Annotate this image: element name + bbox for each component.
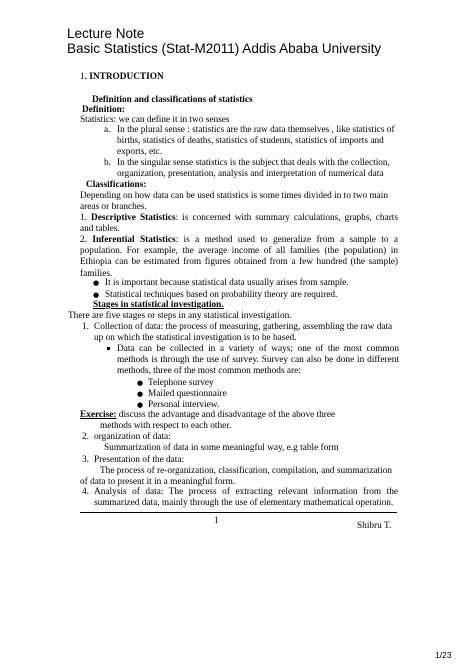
bullet-icon: ● bbox=[93, 279, 100, 287]
classification-bullet-2: Statistical techniques based on probability theory are required. bbox=[105, 290, 338, 300]
method-item: Mailed questionnaire bbox=[148, 389, 227, 399]
stage-4-number: 4. bbox=[82, 487, 89, 497]
stage-2-number: 2. bbox=[82, 432, 89, 442]
definition-intro: Statistics: we can define it in two senses bbox=[80, 115, 230, 125]
stage-1-subtext: Data can be collected in a variety of ways; one of the most common methods is through the use of survey. Survey can also be done in different methods, three of the most common methods are: bbox=[117, 344, 399, 377]
bullet-icon: ● bbox=[137, 401, 144, 409]
inferential-statistics-text: : is a method used to generalize from a sample to a population. For example, the average income of all families (the population) in Ethiopia can be estimated from figures obtained from a few hundred (the sample) families. bbox=[80, 235, 399, 279]
descriptive-statistics-text: : is concerned with summary calculations, graphs, charts and tables. bbox=[80, 213, 398, 235]
item-number: 1. bbox=[80, 213, 92, 223]
stage-2-subtext: Summarization of data in some meaningful way, e.g table form bbox=[104, 443, 339, 453]
stages-intro: There are five stages or steps in any statistical investigation. bbox=[68, 311, 292, 321]
definition-b-marker: b. bbox=[104, 158, 111, 168]
square-bullet-icon bbox=[107, 347, 110, 350]
classifications-intro: Depending on how data can be used statistics is some times divided in to two main areas or branches. bbox=[80, 191, 389, 213]
stage-1-text: Collection of data: the process of measuring, gathering, assembling the raw data up on which the statistical investigation is to be based. bbox=[94, 322, 393, 344]
subheading: Definition and classifications of statistics bbox=[92, 95, 253, 105]
page-counter: 1/23 bbox=[435, 650, 452, 660]
exercise-text-continued: methods with respect to each other. bbox=[100, 421, 232, 431]
classification-item-inferential bbox=[80, 235, 398, 280]
stages-heading: Stages in statistical investigation. bbox=[93, 300, 224, 310]
bullet-icon: ● bbox=[93, 291, 100, 299]
classifications-label: Classifications: bbox=[86, 180, 147, 190]
classification-item-descriptive bbox=[80, 213, 398, 235]
section-number: 1 bbox=[80, 72, 85, 82]
stage-3-number: 3. bbox=[82, 455, 89, 465]
item-number: 2. bbox=[80, 235, 93, 245]
footer-rule bbox=[80, 512, 397, 513]
document-header-line-2: Basic Statistics (Stat-M2011) Addis Ababa University bbox=[67, 41, 382, 56]
document-header-line-1: Lecture Note bbox=[67, 26, 145, 41]
exercise-label: Exercise: bbox=[80, 410, 117, 420]
definition-a-text: In the plural sense : statistics are the raw data themselves , like statistics of births, statistics of deaths, statistics of students, statistics of imports and exports, etc. bbox=[117, 125, 395, 158]
stage-3-subtext: The process of re-organization, classification, compilation, and summarization of data to present it in a meaningful form. bbox=[80, 466, 393, 488]
exercise bbox=[80, 410, 335, 421]
method-item: Telephone survey bbox=[148, 378, 214, 388]
definition-a-marker: a. bbox=[104, 125, 111, 135]
page-number: 1 bbox=[214, 516, 219, 526]
bullet-icon: ● bbox=[137, 390, 144, 398]
footer-author: Shibru T. bbox=[357, 521, 392, 531]
definition-b-text: In the singular sense statistics is the subject that deals with the collection, organization, presentation, analysis and interpretation of numerical data bbox=[117, 158, 390, 180]
exercise-text: discuss the advantage and disadvantage of the above three bbox=[116, 410, 336, 420]
section-title: . INTRODUCTION bbox=[84, 72, 164, 82]
method-item: Personal interview. bbox=[148, 400, 220, 410]
stage-3-text: Presentation of the data: bbox=[94, 455, 185, 465]
classification-bullet-1: It is important because statistical data usually arises from sample. bbox=[105, 278, 349, 288]
definition-label: Definition: bbox=[82, 105, 125, 115]
stage-2-text: organization of data: bbox=[94, 432, 171, 442]
bullet-icon: ● bbox=[137, 379, 144, 387]
section-heading bbox=[80, 72, 164, 83]
descriptive-statistics-term: Descriptive Statistics bbox=[91, 213, 176, 223]
inferential-statistics-term: Inferential Statistics bbox=[92, 235, 176, 245]
stage-4-text: Analysis of data: The process of extracting relevant information from the summarized data, mainly through the use of elementary mathematical operation. bbox=[94, 487, 398, 509]
stage-1-number: 1. bbox=[82, 322, 89, 332]
